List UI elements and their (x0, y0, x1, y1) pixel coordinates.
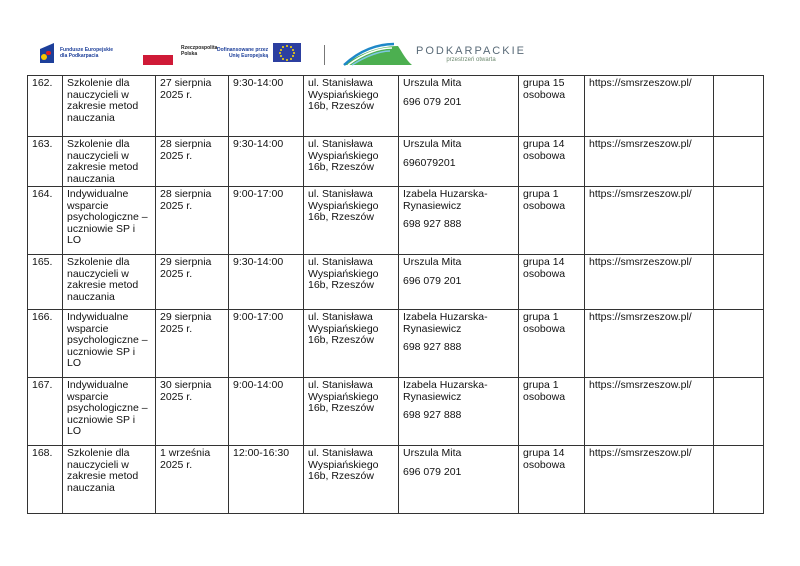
activity-time: 9:00-17:00 (229, 187, 304, 255)
eu-logo-line-1: Dofinansowane przez (217, 46, 269, 53)
row-number: 163. (28, 137, 63, 187)
group-size: grupa 1 osobowa (519, 378, 585, 446)
website-url[interactable]: https://smsrzeszow.pl/ (585, 137, 714, 187)
contact-person: Izabela Huzarska-Rynasiewicz (403, 379, 488, 403)
rp-logo-line-2: Polska (181, 51, 198, 57)
podkarpackie-logo (342, 42, 526, 66)
website-url[interactable]: https://smsrzeszow.pl/ (585, 76, 714, 137)
extra-cell (714, 310, 764, 378)
activity-time: 12:00-16:30 (229, 446, 304, 514)
podkarpackie-swoosh-icon (342, 42, 412, 66)
activity-name: Szkolenie dla nauczycieli w zakresie metod nauczania (63, 76, 156, 137)
contact-phone: 698 927 888 (403, 409, 462, 421)
activity-place: ul. Stanisława Wyspiańskiego 16b, Rzeszów (304, 255, 399, 310)
table-row (28, 187, 764, 255)
activity-place: ul. Stanisława Wyspiańskiego 16b, Rzeszów (304, 187, 399, 255)
polish-flag-icon (143, 55, 173, 65)
table-row (28, 255, 764, 310)
activity-date: 29 sierpnia 2025 r. (156, 310, 229, 378)
group-size: grupa 15 osobowa (519, 76, 585, 137)
table-row (28, 137, 764, 187)
contact-cell (399, 310, 519, 378)
contact-cell (399, 187, 519, 255)
activity-name: Szkolenie dla nauczycieli w zakresie metod nauczania (63, 255, 156, 310)
rzeczpospolita-polska-logo (143, 43, 217, 65)
table-row (28, 446, 764, 514)
website-url[interactable]: https://smsrzeszow.pl/ (585, 378, 714, 446)
eu-cofinanced-logo (217, 43, 301, 62)
contact-cell (399, 378, 519, 446)
group-size: grupa 1 osobowa (519, 187, 585, 255)
contact-person: Urszula Mita (403, 256, 462, 268)
activity-date: 28 sierpnia 2025 r. (156, 187, 229, 255)
contact-cell (399, 76, 519, 137)
fe-emblem-icon (40, 43, 54, 63)
contact-phone: 698 927 888 (403, 341, 462, 353)
activity-date: 29 sierpnia 2025 r. (156, 255, 229, 310)
website-url[interactable]: https://smsrzeszow.pl/ (585, 255, 714, 310)
extra-cell (714, 76, 764, 137)
group-size: grupa 1 osobowa (519, 310, 585, 378)
schedule-table (27, 75, 764, 514)
row-number: 165. (28, 255, 63, 310)
activity-name: Indywidualne wsparcie psychologiczne –uczniowie SP i LO (63, 310, 156, 378)
activity-time: 9:00-17:00 (229, 310, 304, 378)
contact-phone: 698 927 888 (403, 218, 462, 230)
contact-phone: 696 079 201 (403, 95, 462, 108)
contact-cell (399, 255, 519, 310)
fe-logo-line-1: Fundusze Europejskie (60, 47, 114, 53)
activity-time: 9:30-14:00 (229, 137, 304, 187)
activity-place: ul. Stanisława Wyspiańskiego 16b, Rzeszów (304, 378, 399, 446)
contact-phone: 696079201 (403, 156, 456, 169)
fundusze-europejskie-logo (40, 43, 113, 63)
extra-cell (714, 187, 764, 255)
activity-time: 9:00-14:00 (229, 378, 304, 446)
activity-date: 30 sierpnia 2025 r. (156, 378, 229, 446)
contact-person: Izabela Huzarska-Rynasiewicz (403, 311, 488, 335)
extra-cell (714, 137, 764, 187)
activity-name: Indywidualne wsparcie psychologiczne –uczniowie SP i LO (63, 378, 156, 446)
activity-place: ul. Stanisława Wyspiańskiego 16b, Rzeszów (304, 446, 399, 514)
activity-date: 28 sierpnia 2025 r. (156, 137, 229, 187)
contact-cell (399, 137, 519, 187)
eu-logo-line-2: Unię Europejską (228, 52, 269, 59)
row-number: 164. (28, 187, 63, 255)
table-row (28, 378, 764, 446)
activity-time: 9:30-14:00 (229, 76, 304, 137)
contact-person: Urszula Mita (403, 447, 462, 459)
rp-logo-line-1: Rzeczpospolita (181, 45, 218, 51)
fe-logo-line-2: dla Podkarpacia (60, 53, 99, 59)
group-size: grupa 14 osobowa (519, 137, 585, 187)
website-url[interactable]: https://smsrzeszow.pl/ (585, 310, 714, 378)
activity-place: ul. Stanisława Wyspiańskiego 16b, Rzeszów (304, 137, 399, 187)
activity-place: ul. Stanisława Wyspiańskiego 16b, Rzeszów (304, 310, 399, 378)
contact-cell (399, 446, 519, 514)
table-row (28, 76, 764, 137)
logo-bar (40, 40, 560, 70)
contact-phone: 696 079 201 (403, 274, 462, 287)
activity-place: ul. Stanisława Wyspiańskiego 16b, Rzeszów (304, 76, 399, 137)
activity-name: Indywidualne wsparcie psychologiczne –uczniowie SP i LO (63, 187, 156, 255)
group-size: grupa 14 osobowa (519, 255, 585, 310)
contact-person: Urszula Mita (403, 77, 462, 89)
extra-cell (714, 255, 764, 310)
contact-phone: 696 079 201 (403, 465, 462, 478)
extra-cell (714, 378, 764, 446)
row-number: 162. (28, 76, 63, 137)
activity-time: 9:30-14:00 (229, 255, 304, 310)
eu-flag-icon (273, 43, 301, 62)
row-number: 167. (28, 378, 63, 446)
contact-person: Izabela Huzarska-Rynasiewicz (403, 188, 488, 212)
row-number: 168. (28, 446, 63, 514)
podkarpackie-subtitle: przestrzeń otwarta (446, 56, 496, 63)
activity-date: 27 sierpnia 2025 r. (156, 76, 229, 137)
activity-name: Szkolenie dla nauczycieli w zakresie metod nauczania (63, 446, 156, 514)
website-url[interactable]: https://smsrzeszow.pl/ (585, 187, 714, 255)
group-size: grupa 14 osobowa (519, 446, 585, 514)
logo-separator (324, 45, 325, 65)
activity-name: Szkolenie dla nauczycieli w zakresie metod nauczania (63, 137, 156, 187)
website-url[interactable]: https://smsrzeszow.pl/ (585, 446, 714, 514)
podkarpackie-title: PODKARPACKIE (416, 44, 526, 57)
extra-cell (714, 446, 764, 514)
contact-person: Urszula Mita (403, 138, 462, 150)
table-row (28, 310, 764, 378)
row-number: 166. (28, 310, 63, 378)
activity-date: 1 września 2025 r. (156, 446, 229, 514)
